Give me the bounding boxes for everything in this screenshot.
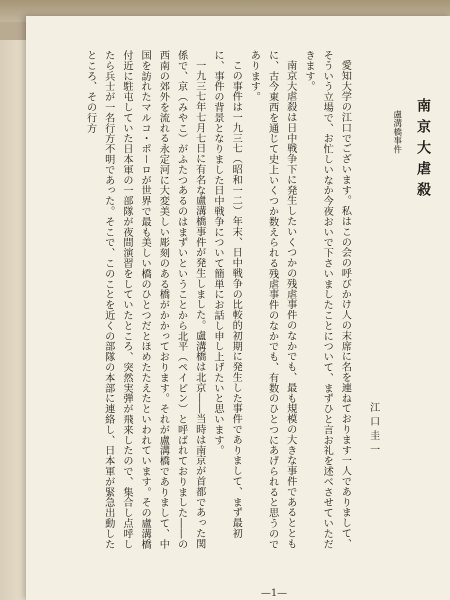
author-name: 江口圭一 xyxy=(367,402,379,458)
paragraph: 一九三七年七月七日に有名な盧溝橋事件が発生しました。盧溝橋は北京――当時は南京が首都であった関係で、京（みやこ）がふたつあるのはまずいということから北平（ペイピン）と呼ばれておりました――の西南の郊外を流れる永定河に大変美しい彫刻のある橋がかかっております。それが盧溝橋でありまして、中国を訪れたマルコ・ポーロが世界で最も美しい橋のひとつだとほめたたえたといわれています。その盧溝橋付近に駐屯していた日本軍の一部隊が夜間演習をしていたところ、突然実弾が飛来したので、集合し点呼したら兵士が一名行方不明であった。そこで、このことを近くの部隊の本部に連絡し、日本軍が緊急出動したところ、その行方 xyxy=(84,50,205,550)
book-page xyxy=(26,16,450,600)
paragraph: 南京大虐殺は日中戦争下に発生したいくつかの残虐事件のなかでも、最も規模の大きな事件であるとともに、古今東西を通じて史上いくつか数えられる残虐事件のなかでも、有数のひとつにあげられると思うのであります。 xyxy=(248,50,296,550)
paragraph: この事件は一九三七（昭和一二）年末、日中戦争の比較的初期に発生した事件でありまして、まず最初に、事件の背景となりました日中戦争について簡単にお話し申し上げたいと思います。 xyxy=(211,50,242,539)
paragraph: 愛知大学の江口でございます。私はこの会の呼びかけ人の末席に名を連ねております一人でありまして、そういう立場で、お忙しいなか今夜おいで下さいましたことについて、まずひと言お礼を述べさせていただきます。 xyxy=(302,50,351,550)
article-title: 南京大虐殺 xyxy=(415,98,431,203)
vertical-text-block xyxy=(50,50,438,550)
article-subtitle: 盧溝橋事件 xyxy=(391,110,402,154)
page-number: —1— xyxy=(260,588,288,599)
